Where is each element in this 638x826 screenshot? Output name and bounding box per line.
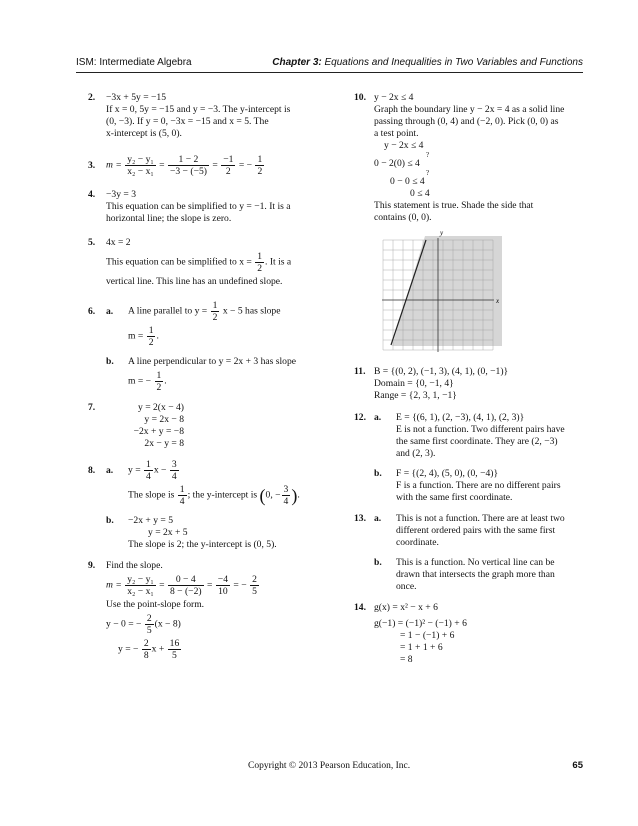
numerator: y₂ − y₁ bbox=[127, 154, 154, 165]
denominator: 2 bbox=[212, 312, 218, 323]
part-b bbox=[374, 468, 588, 504]
fraction bbox=[168, 638, 182, 661]
header-chapter: Chapter 3: bbox=[272, 57, 322, 68]
fraction bbox=[250, 574, 259, 597]
part-b bbox=[106, 515, 320, 551]
problem-10 bbox=[354, 92, 588, 356]
math-text: A line parallel to y = bbox=[128, 305, 208, 317]
numerator: 1 bbox=[148, 325, 154, 336]
test-question-mark: ? bbox=[426, 169, 430, 177]
denominator: 8 bbox=[143, 650, 149, 661]
text-line bbox=[128, 370, 320, 393]
math-text: This equation can be simplified to x = bbox=[106, 256, 252, 268]
header-right bbox=[272, 57, 583, 69]
text-line: This is a function. No vertical line can be bbox=[396, 557, 555, 568]
math-text: m = bbox=[128, 330, 144, 342]
math-text: = − bbox=[233, 579, 247, 591]
text-line: 0 − 2(0) ≤ 4 bbox=[374, 158, 420, 169]
numerator: y₂ − y₁ bbox=[127, 574, 154, 585]
problem-number: 11. bbox=[354, 366, 366, 377]
denominator: x₂ − x₁ bbox=[127, 166, 154, 177]
text-line: drawn that intersects the graph more than bbox=[396, 569, 555, 580]
text-line: and (2, 3). bbox=[396, 448, 436, 459]
part-a bbox=[374, 513, 588, 549]
text-line: Graph the boundary line y − 2x = 4 as a solid line bbox=[374, 104, 565, 115]
text-line: −3x + 5y = −15 bbox=[106, 92, 167, 103]
fraction bbox=[155, 370, 167, 393]
denominator: x₂ − x₁ bbox=[127, 586, 154, 597]
numerator: 1 bbox=[212, 300, 218, 311]
text-line: once. bbox=[396, 581, 417, 592]
fraction bbox=[125, 574, 156, 597]
slope-equation bbox=[106, 574, 320, 597]
fraction bbox=[178, 484, 187, 507]
part-label: a. bbox=[374, 412, 382, 423]
right-column bbox=[354, 92, 588, 675]
denominator: 4 bbox=[283, 496, 289, 507]
math-text: y − 0 = − bbox=[106, 618, 142, 630]
problem-number: 4. bbox=[88, 189, 96, 200]
header-rule bbox=[76, 72, 583, 73]
problem-5 bbox=[88, 237, 320, 288]
numerator: 1 bbox=[146, 459, 151, 470]
fraction bbox=[142, 638, 151, 661]
math-text: x − bbox=[153, 464, 167, 476]
problem-number: 5. bbox=[88, 237, 96, 248]
denominator: −3 − (−5) bbox=[169, 166, 207, 177]
text-line: with the same first coordinate. bbox=[396, 492, 513, 503]
math-text: . It is a bbox=[265, 256, 292, 268]
numerator: 1 bbox=[257, 251, 263, 262]
graph-svg bbox=[382, 228, 502, 352]
test-question-mark: ? bbox=[426, 151, 430, 159]
denominator: 2 bbox=[257, 166, 263, 177]
text-line: g(−1) = (−1)² − (−1) + 6 bbox=[374, 618, 467, 629]
text-line: This statement is true. Shade the side that bbox=[374, 200, 534, 211]
denominator: 10 bbox=[218, 586, 228, 597]
problem-9 bbox=[88, 560, 320, 661]
problem-number: 6. bbox=[88, 306, 96, 317]
text-line bbox=[106, 251, 320, 274]
denominator: 2 bbox=[148, 337, 154, 348]
fraction bbox=[255, 251, 264, 274]
text-line: x-intercept is (5, 0). bbox=[106, 128, 182, 139]
x-axis-label: x bbox=[496, 297, 500, 305]
fraction bbox=[145, 613, 154, 636]
numerator: 2 bbox=[252, 574, 257, 585]
math-text: = − bbox=[238, 159, 253, 171]
text-line: different ordered pairs with the same first bbox=[396, 525, 556, 536]
problem-number: 9. bbox=[88, 560, 96, 571]
numerator: 3 bbox=[171, 459, 177, 470]
numerator: 2 bbox=[146, 613, 152, 624]
problem-number: 14. bbox=[354, 602, 366, 613]
numerator: 0 − 4 bbox=[168, 574, 204, 586]
denominator: 4 bbox=[179, 496, 185, 507]
numerator: 16 bbox=[169, 638, 180, 649]
text-line: F is a function. There are no different pairs bbox=[396, 480, 561, 491]
text-line: 4x = 2 bbox=[106, 237, 131, 248]
header-chapter-title: Equations and Inequalities in Two Variables and Functions bbox=[321, 57, 583, 68]
fraction bbox=[221, 154, 235, 177]
text-line: Range = {2, 3, 1, −1} bbox=[374, 390, 457, 401]
text-line: −3y = 3 bbox=[106, 189, 137, 200]
text-line bbox=[106, 613, 320, 636]
numerator: −1 bbox=[223, 154, 234, 165]
text-line bbox=[128, 459, 320, 482]
text-line: This is not a function. There are at least two bbox=[396, 513, 565, 524]
math-text: x + bbox=[151, 643, 165, 655]
problem-2 bbox=[88, 92, 320, 140]
text-line bbox=[106, 638, 320, 661]
math-text: = bbox=[206, 579, 213, 591]
problem-number: 8. bbox=[88, 465, 96, 476]
slope-equation bbox=[106, 154, 320, 177]
math-text: m = − bbox=[128, 375, 152, 387]
problem-11 bbox=[354, 366, 588, 402]
numerator: 1 − 2 bbox=[168, 154, 209, 166]
problem-13 bbox=[354, 513, 588, 593]
part-b bbox=[106, 356, 320, 393]
fraction bbox=[125, 154, 156, 177]
math-text: . bbox=[297, 489, 300, 501]
problem-12 bbox=[354, 412, 588, 504]
denominator: 2 bbox=[156, 382, 162, 393]
text-line: y = 2(x − 4) bbox=[138, 402, 184, 413]
fraction bbox=[170, 459, 179, 482]
text-line bbox=[128, 300, 320, 323]
denominator: 5 bbox=[146, 625, 152, 636]
math-text: The slope is bbox=[128, 489, 175, 501]
numerator: 1 bbox=[257, 154, 263, 165]
text-line: Domain = {0, −1, 4} bbox=[374, 378, 454, 389]
denominator: 8 − (−2) bbox=[169, 586, 202, 597]
text-line: contains (0, 0). bbox=[374, 212, 432, 223]
text-line: 0 − 0 ≤ 4 bbox=[390, 176, 425, 187]
text-line: a test point. bbox=[374, 128, 419, 139]
numerator: 2 bbox=[143, 638, 149, 649]
fraction bbox=[282, 484, 291, 507]
problem-14 bbox=[354, 602, 588, 666]
numerator: −4 bbox=[217, 574, 229, 585]
part-label: a. bbox=[106, 306, 114, 317]
math-text: = bbox=[212, 159, 218, 171]
text-line: This equation can be simplified to y = −1. It is a bbox=[106, 201, 291, 212]
close-paren: ) bbox=[291, 485, 298, 506]
denominator: 4 bbox=[146, 471, 151, 482]
text-line: 0 ≤ 4 bbox=[410, 188, 430, 199]
text-line: 2x − y = 8 bbox=[144, 438, 184, 449]
problem-4 bbox=[88, 189, 320, 225]
text-line: horizontal line; the slope is zero. bbox=[106, 213, 232, 224]
part-label: a. bbox=[374, 513, 382, 524]
text-line: y = 2x + 5 bbox=[148, 527, 188, 538]
text-line: The slope is 2; the y-intercept is (0, 5). bbox=[128, 539, 277, 550]
text-line: passing through (0, 4) and (−2, 0). Pick (0, 0) as bbox=[374, 116, 559, 127]
numerator: 1 bbox=[179, 484, 185, 495]
part-b bbox=[374, 557, 588, 593]
problem-number: 3. bbox=[88, 160, 96, 171]
text-line bbox=[128, 325, 320, 348]
problem-6 bbox=[88, 300, 320, 393]
math-text: ; the y-intercept is bbox=[187, 489, 258, 501]
problem-number: 12. bbox=[354, 412, 366, 423]
fraction bbox=[211, 300, 220, 323]
text-line: g(x) = x² − x + 6 bbox=[374, 602, 438, 613]
denominator: 5 bbox=[172, 650, 177, 661]
math-text: y = − bbox=[118, 643, 139, 655]
text-line: E = {(6, 1), (2, −3), (4, 1), (2, 3)} bbox=[396, 412, 525, 423]
problem-number: 7. bbox=[88, 402, 96, 413]
text-line: = 1 − (−1) + 6 bbox=[400, 630, 455, 641]
part-a bbox=[106, 459, 320, 507]
problem-3 bbox=[88, 154, 320, 177]
fraction bbox=[216, 574, 230, 597]
part-label: a. bbox=[106, 465, 114, 476]
math-text: y = bbox=[128, 464, 141, 476]
text-line: If x = 0, 5y = −15 and y = −3. The y-intercept is bbox=[106, 104, 291, 115]
part-label: b. bbox=[374, 557, 382, 568]
text-line: E is not a function. Two different pairs have bbox=[396, 424, 565, 435]
footer-copyright: Copyright © 2013 Pearson Education, Inc. bbox=[248, 761, 411, 771]
fraction bbox=[255, 154, 264, 177]
text-line: the same first coordinate. They are (2, −3) bbox=[396, 436, 558, 447]
math-text: . bbox=[156, 330, 159, 342]
part-a bbox=[374, 412, 588, 460]
problem-number: 10. bbox=[354, 92, 366, 103]
fraction bbox=[144, 459, 153, 482]
text-line: y − 2x ≤ 4 bbox=[374, 92, 414, 103]
fraction bbox=[168, 154, 209, 177]
fraction bbox=[168, 574, 204, 597]
page-number: 65 bbox=[572, 760, 583, 771]
text-line: Use the point-slope form. bbox=[106, 599, 205, 610]
left-column bbox=[88, 92, 320, 670]
text-line: coordinate. bbox=[396, 537, 439, 548]
math-text: = bbox=[159, 159, 165, 171]
problem-8 bbox=[88, 459, 320, 551]
part-label: b. bbox=[106, 515, 114, 526]
part-a bbox=[106, 300, 320, 348]
text-line: vertical line. This line has an undefined slope. bbox=[106, 276, 283, 287]
text-line: Find the slope. bbox=[106, 560, 163, 571]
denominator: 5 bbox=[252, 586, 257, 597]
text-line bbox=[128, 484, 320, 507]
header-left: ISM: Intermediate Algebra bbox=[76, 57, 192, 68]
math-text: (x − 8) bbox=[154, 618, 181, 630]
denominator: 2 bbox=[225, 166, 231, 177]
text-line: −2x + y = −8 bbox=[133, 426, 184, 437]
denominator: 4 bbox=[171, 471, 177, 482]
text-line: −2x + y = 5 bbox=[128, 515, 174, 526]
numerator: 3 bbox=[283, 484, 289, 495]
text-line: y − 2x ≤ 4 bbox=[384, 140, 424, 151]
math-text: m = bbox=[106, 579, 122, 591]
part-label: b. bbox=[106, 356, 114, 367]
math-text: = bbox=[159, 579, 165, 591]
numerator: 1 bbox=[156, 370, 162, 381]
math-text: x − 5 has slope bbox=[222, 305, 281, 317]
problem-7 bbox=[88, 402, 320, 450]
open-paren: ( bbox=[259, 485, 266, 506]
math-text: 0, − bbox=[265, 489, 281, 501]
part-label: b. bbox=[374, 468, 382, 479]
text-line: F = {(2, 4), (5, 0), (0, −4)} bbox=[396, 468, 499, 479]
math-text: m = bbox=[106, 159, 122, 171]
text-line: B = {(0, 2), (−1, 3), (4, 1), (0, −1)} bbox=[374, 366, 509, 377]
text-line: A line perpendicular to y = 2x + 3 has slope bbox=[128, 356, 297, 367]
denominator: 2 bbox=[257, 263, 263, 274]
inequality-graph bbox=[382, 228, 588, 356]
problem-number: 13. bbox=[354, 513, 366, 524]
math-text: . bbox=[164, 375, 167, 387]
text-line: = 8 bbox=[400, 654, 413, 665]
text-line: (0, −3). If y = 0, −3x = −15 and x = 5. The bbox=[106, 116, 269, 127]
text-line: y = 2x − 8 bbox=[144, 414, 184, 425]
text-line: = 1 + 1 + 6 bbox=[400, 642, 443, 653]
problem-number: 2. bbox=[88, 92, 96, 103]
fraction bbox=[147, 325, 159, 348]
y-axis-label: y bbox=[440, 229, 444, 237]
